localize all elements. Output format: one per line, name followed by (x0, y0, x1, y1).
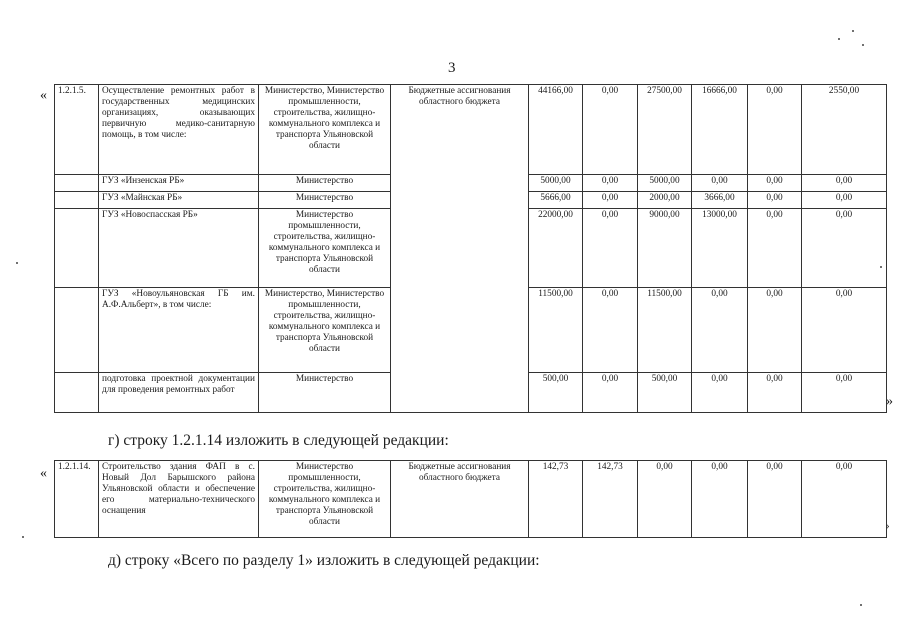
row-name: подготовка проектной документации для проведения ремонтных работ (99, 373, 259, 413)
row-executor: Министерство, Министерство промышленности, строительства, жилищно-коммунального комплекса и транспорта Ульяновской области (259, 85, 391, 175)
row-code (55, 175, 99, 192)
value-y1: 0,00 (583, 175, 638, 192)
value-y2: 9000,00 (638, 209, 692, 288)
value-y4: 0,00 (748, 192, 802, 209)
row-code (55, 192, 99, 209)
value-y4: 0,00 (748, 373, 802, 413)
scan-speck (22, 536, 24, 538)
row-source: Бюджетные ассигнования областного бюджета (391, 461, 529, 538)
row-code (55, 209, 99, 288)
paragraph-g: г) строку 1.2.1.14 изложить в следующей редакции: (108, 432, 449, 449)
value-y2: 500,00 (638, 373, 692, 413)
row-code (55, 288, 99, 373)
value-y5: 0,00 (802, 288, 887, 373)
row-executor: Министерство (259, 192, 391, 209)
value-y2: 0,00 (638, 461, 692, 538)
value-y1: 142,73 (583, 461, 638, 538)
value-y3: 0,00 (692, 373, 748, 413)
page-number: 3 (448, 60, 456, 76)
value-y5: 0,00 (802, 175, 887, 192)
value-y3: 0,00 (692, 175, 748, 192)
row-executor: Министерство промышленности, строительства, жилищно-коммунального комплекса и транспорта Ульяновской области (259, 209, 391, 288)
row-name: Строительство здания ФАП в с. Новый Дол Барышского района Ульяновской области и обеспечение его материально-технического оснащения (99, 461, 259, 538)
value-y1: 0,00 (583, 373, 638, 413)
value-y3: 16666,00 (692, 85, 748, 175)
row-code: 1.2.1.5. (55, 85, 99, 175)
table-row-1-2-1-14 (54, 460, 887, 538)
quote-close-2: › (886, 520, 890, 532)
row-name: ГУЗ «Инзенская РБ» (99, 175, 259, 192)
table-row (55, 85, 887, 175)
value-total: 11500,00 (529, 288, 583, 373)
row-executor: Министерство (259, 373, 391, 413)
value-y3: 3666,00 (692, 192, 748, 209)
value-total: 5666,00 (529, 192, 583, 209)
value-y5: 0,00 (802, 192, 887, 209)
row-code (55, 373, 99, 413)
value-y5: 0,00 (802, 373, 887, 413)
value-y3: 13000,00 (692, 209, 748, 288)
row-code: 1.2.1.14. (55, 461, 99, 538)
row-source: Бюджетные ассигнования областного бюджета (391, 85, 529, 413)
value-y2: 11500,00 (638, 288, 692, 373)
quote-open-2: « (40, 466, 47, 481)
value-total: 5000,00 (529, 175, 583, 192)
row-name: ГУЗ «Новоспасская РБ» (99, 209, 259, 288)
value-y4: 0,00 (748, 288, 802, 373)
value-y5: 2550,00 (802, 85, 887, 175)
scan-speck (852, 30, 854, 32)
table-row (55, 461, 887, 538)
row-executor: Министерство (259, 175, 391, 192)
row-executor: Министерство, Министерство промышленности, строительства, жилищно-коммунального комплекса и транспорта Ульяновской области (259, 288, 391, 373)
scan-speck (862, 44, 864, 46)
value-y2: 5000,00 (638, 175, 692, 192)
value-y4: 0,00 (748, 85, 802, 175)
value-y1: 0,00 (583, 209, 638, 288)
row-name: ГУЗ «Новоульяновская ГБ им. А.Ф.Альберт», в том числе: (99, 288, 259, 373)
value-y1: 0,00 (583, 192, 638, 209)
value-y1: 0,00 (583, 85, 638, 175)
row-name: ГУЗ «Майнская РБ» (99, 192, 259, 209)
value-total: 22000,00 (529, 209, 583, 288)
scan-speck (880, 266, 882, 268)
value-y2: 27500,00 (638, 85, 692, 175)
quote-open-1: « (40, 88, 47, 103)
paragraph-d: д) строку «Всего по разделу 1» изложить в следующей редакции: (108, 552, 540, 569)
value-y5: 0,00 (802, 209, 887, 288)
value-total: 500,00 (529, 373, 583, 413)
scan-speck (838, 38, 840, 40)
value-y3: 0,00 (692, 461, 748, 538)
table-section-1-2-1-5 (54, 84, 887, 413)
value-y1: 0,00 (583, 288, 638, 373)
row-executor: Министерство промышленности, строительства, жилищно-коммунального комплекса и транспорта Ульяновской области (259, 461, 391, 538)
row-name: Осуществление ремонтных работ в государственных медицинских организациях, оказывающих первичную медико-санитарную помощь, в том числе: (99, 85, 259, 175)
value-y4: 0,00 (748, 209, 802, 288)
scan-speck (860, 604, 862, 606)
value-y3: 0,00 (692, 288, 748, 373)
value-y4: 0,00 (748, 175, 802, 192)
value-y4: 0,00 (748, 461, 802, 538)
value-total: 142,73 (529, 461, 583, 538)
scan-speck (16, 262, 18, 264)
value-y2: 2000,00 (638, 192, 692, 209)
quote-close-1: » (886, 394, 893, 409)
value-y5: 0,00 (802, 461, 887, 538)
value-total: 44166,00 (529, 85, 583, 175)
